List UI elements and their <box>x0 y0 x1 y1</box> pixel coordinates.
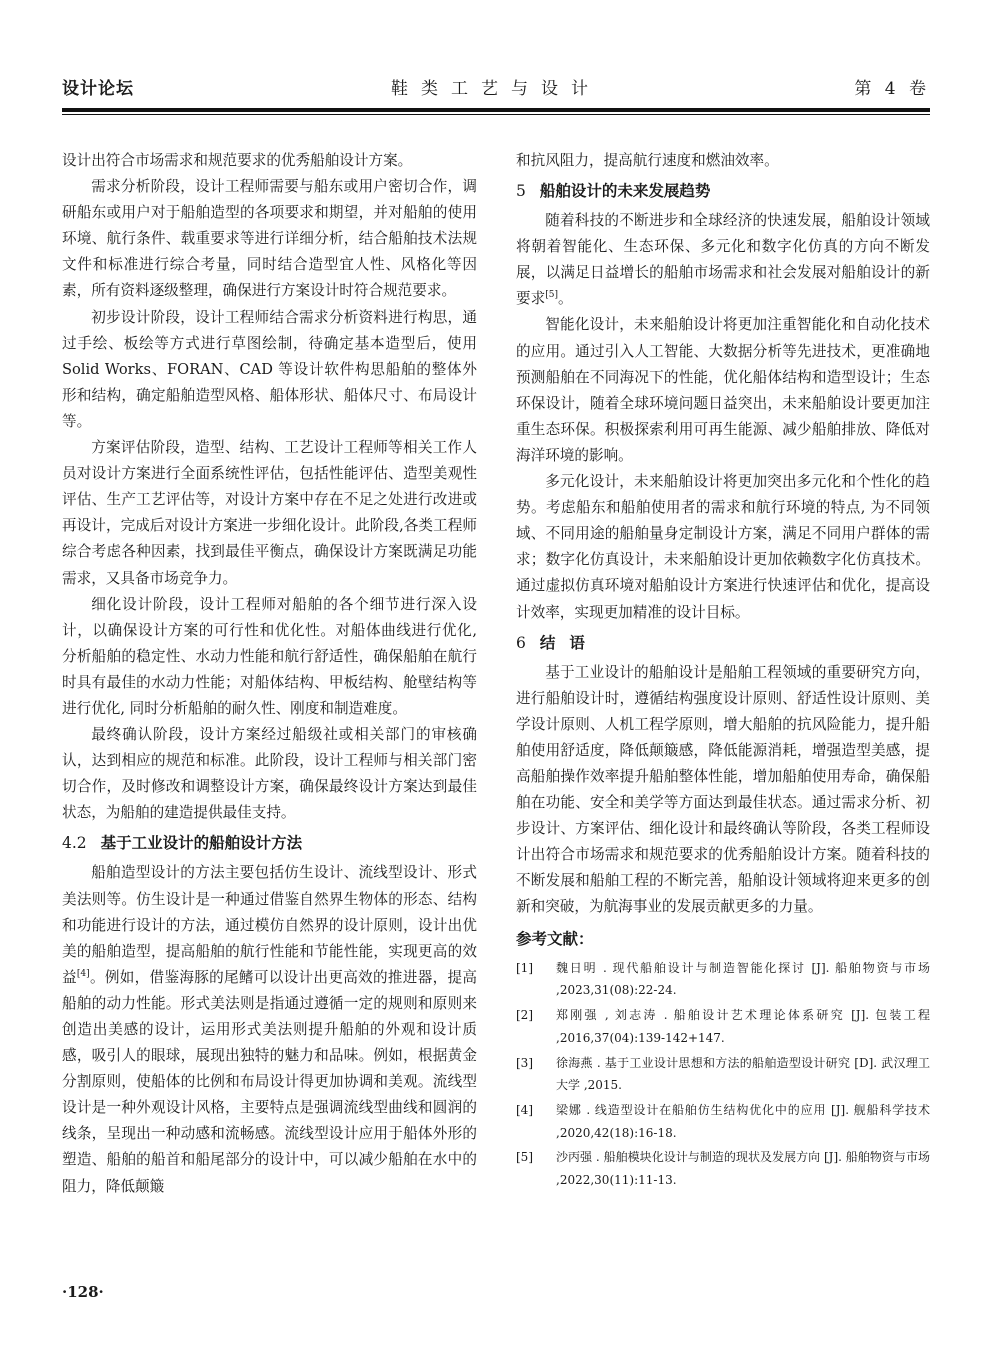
header-rule-thick <box>62 108 930 112</box>
section-number: 6 <box>516 633 526 652</box>
reference-number: [5] <box>516 1150 533 1165</box>
section-title: 船舶设计的未来发展趋势 <box>539 182 711 201</box>
reference-text: 魏日明 . 现代船舶设计与制造智能化探讨 [J]. 船舶物资与市场 ,2023,31(08):22-24. <box>556 960 930 998</box>
reference-item <box>516 1004 930 1049</box>
section-heading <box>516 630 930 656</box>
reference-text: 郑刚强 , 刘志涛 . 船舶设计艺术理论体系研究 [J]. 包装工程 ,2016,37(04):139-142+147. <box>556 1008 930 1045</box>
reference-number: [2] <box>516 1008 533 1023</box>
citation: [4] <box>76 968 90 979</box>
paragraph: 细化设计阶段，设计工程师对船舶的各个细节进行深入设计，以确保设计方案的可行性和优化性。对船体曲线进行优化, 分析船舶的稳定性、水动力性能和航行舒适性，确保船舶在航行时具有最佳的水动力性能；对船体结构、甲板结构、舱壁结构等进行优化, 同时分析船舶的耐久性、刚度和制造难度。 <box>62 595 477 717</box>
header-section: 设计论坛 <box>62 79 134 99</box>
paragraph-text: 随着科技的不断进步和全球经济的快速发展，船舶设计领域将朝着智能化、生态环保、多元化和数字化仿真的方向不断发展，以满足日益增长的船舶市场需求和社会发展对船舶设计的新要求 <box>516 212 930 308</box>
paragraph: 方案评估阶段，造型、结构、工艺设计工程师等相关工作人员对设计方案进行全面系统性评估，包括性能评估、造型美观性评估、生产工艺评估等，对设计方案中存在不足之处进行改进或再设计，完成后对设计方案进一步细化设计。此阶段,各类工程师综合考虑各种因素，找到最佳平衡点，确保设计方案既满足功能需求，又具备市场竞争力。 <box>62 439 477 587</box>
paragraph: 初步设计阶段，设计工程师结合需求分析资料进行构思，通过手绘、板绘等方式进行草图绘制，待确定基本造型后，使用 Solid Works、FORAN、CAD 等设计软件构思船舶的整体外形和结构，确定船舶造型风格、船体形状、船体尺寸、布局设计等。 <box>62 308 477 430</box>
header-rule-thin <box>62 114 930 115</box>
paragraph: 需求分析阶段，设计工程师需要与船东或用户密切合作，调研船东或用户对于船舶造型的各项要求和期望，并对船舶的使用环境、航行条件、载重要求等进行详细分析，结合船舶技术法规文件和标准进行综合考量，同时结合造型宜人性、风格化等因素，所有资料逐级整理，确保进行方案设计时符合规范要求。 <box>62 178 477 300</box>
section-title: 基于工业设计的船舶设计方法 <box>100 834 303 853</box>
citation: [5] <box>545 290 558 301</box>
reference-number: [4] <box>516 1102 533 1117</box>
paragraph-text: 。例如，借鉴海豚的尾鳍可以设计出更高效的推进器，提高船舶的动力性能。形式美法则是指通过遵循一定的规则和原则来创造出美感的设计，运用形式美法则提升船舶的外观和设计质感，吸引人的眼球，展现出独特的魅力和品味。例如，根据黄金分割原则，使船体的比例和布局设计得更加协调和美观。流线型设计是一种外观设计风格，主要特点是强调流线型曲线和圆润的线条，呈现出一种动感和流畅感。流线型设计应用于船体外形的塑造、船舶的船首和船尾部分的设计中，可以减少船舶在水中的阻力，降低颠簸 <box>62 968 477 1195</box>
paragraph: 智能化设计，未来船舶设计将更加注重智能化和自动化技术的应用。通过引入人工智能、大数据分析等先进技术，更准确地预测船舶在不同海况下的性能，优化船体结构和造型设计；生态环保设计，随着全球环境问题日益突出，未来船舶设计要更加注重生态环保。积极探索利用可再生能源、减少船舶排放、降低对海洋环境的影响。 <box>516 316 930 464</box>
reference-item <box>516 1099 930 1144</box>
paragraph: 基于工业设计的船舶设计是船舶工程领域的重要研究方向，进行船舶设计时，遵循结构强度设计原则、舒适性设计原则、美学设计原则、人机工程学原则，增大船舶的抗风险能力，提升船舶使用舒适度，降低颠簸感，降低能源消耗，增强造型美感，提高船舶操作效率提升船舶整体性能，增加船舶使用寿命，确保船舶在功能、安全和美学等方面达到最佳状态。通过需求分析、初步设计、方案评估、细化设计和最终确认等阶段，各类工程师设计出符合市场需求和规范要求的优秀船舶设计方案。随着科技的不断发展和船舶工程的不断完善，船舶设计领域将迎来更多的创新和突破，为航海事业的发展贡献更多的力量。 <box>516 663 930 916</box>
reference-item <box>516 1052 930 1097</box>
paragraph: 最终确认阶段，设计方案经过船级社或相关部门的审核确认，达到相应的规范和标准。此阶段，设计工程师与相关部门密切合作，及时修改和调整设计方案，确保最终设计方案达到最佳状态，为船舶的建造提供最佳支持。 <box>62 726 477 822</box>
reference-item <box>516 1146 930 1191</box>
section-number: 5 <box>516 182 526 201</box>
paragraph <box>516 208 930 312</box>
left-column <box>62 148 477 1200</box>
paragraph-text: 船舶造型设计的方法主要包括仿生设计、流线型设计、形式美法则等。仿生设计是一种通过借鉴自然界生物体的形态、结构和功能进行设计的方法，通过模仿自然界的设计原则，设计出优美的船舶造型，提高船舶的航行性能和节能性能，实现更高的效益 <box>62 864 477 986</box>
reference-number: [1] <box>516 960 533 975</box>
section-number: 4.2 <box>62 834 87 853</box>
reference-text: 沙丙强 . 船舶模块化设计与制造的现状及发展方向 [J]. 船舶物资与市场 ,2022,30(11):11-13. <box>556 1150 930 1188</box>
paragraph: 多元化设计，未来船舶设计将更加突出多元化和个性化的趋势。考虑船东和船舶使用者的需求和航行环境的特点, 为不同领域、不同用途的船舶量身定制设计方案，满足不同用户群体的需求；数字化仿真设计，未来船舶设计更加依赖数字化仿真技术。通过虚拟仿真环境对船舶设计方案进行快速评估和优化，提高设计效率，实现更加精准的设计目标。 <box>516 473 930 621</box>
section-title: 结语 <box>539 633 599 652</box>
section-heading <box>62 830 477 856</box>
paragraph <box>62 860 477 1199</box>
section-heading <box>516 178 930 204</box>
reference-text: 徐海燕 . 基于工业设计思想和方法的船舶造型设计研究 [D]. 武汉理工大学 ,2015. <box>556 1055 930 1093</box>
reference-number: [3] <box>516 1055 533 1070</box>
references-title: 参考文献： <box>516 929 594 948</box>
header-volume: 第 4 卷 <box>854 79 930 99</box>
references-list <box>516 957 930 1192</box>
paragraph: 和抗风阻力，提高航行速度和燃油效率。 <box>516 152 779 169</box>
reference-text: 梁娜 . 线造型设计在船舶仿生结构优化中的应用 [J]. 舰船科学技术 ,2020,42(18):16-18. <box>556 1102 930 1140</box>
reference-item <box>516 957 930 1002</box>
paragraph-text: 。 <box>557 290 573 308</box>
header-journal: 鞋类工艺与设计 <box>391 79 601 99</box>
right-column <box>516 148 930 1194</box>
paragraph: 设计出符合市场需求和规范要求的优秀船舶设计方案。 <box>62 152 413 169</box>
page-number: ·128· <box>62 1283 104 1301</box>
